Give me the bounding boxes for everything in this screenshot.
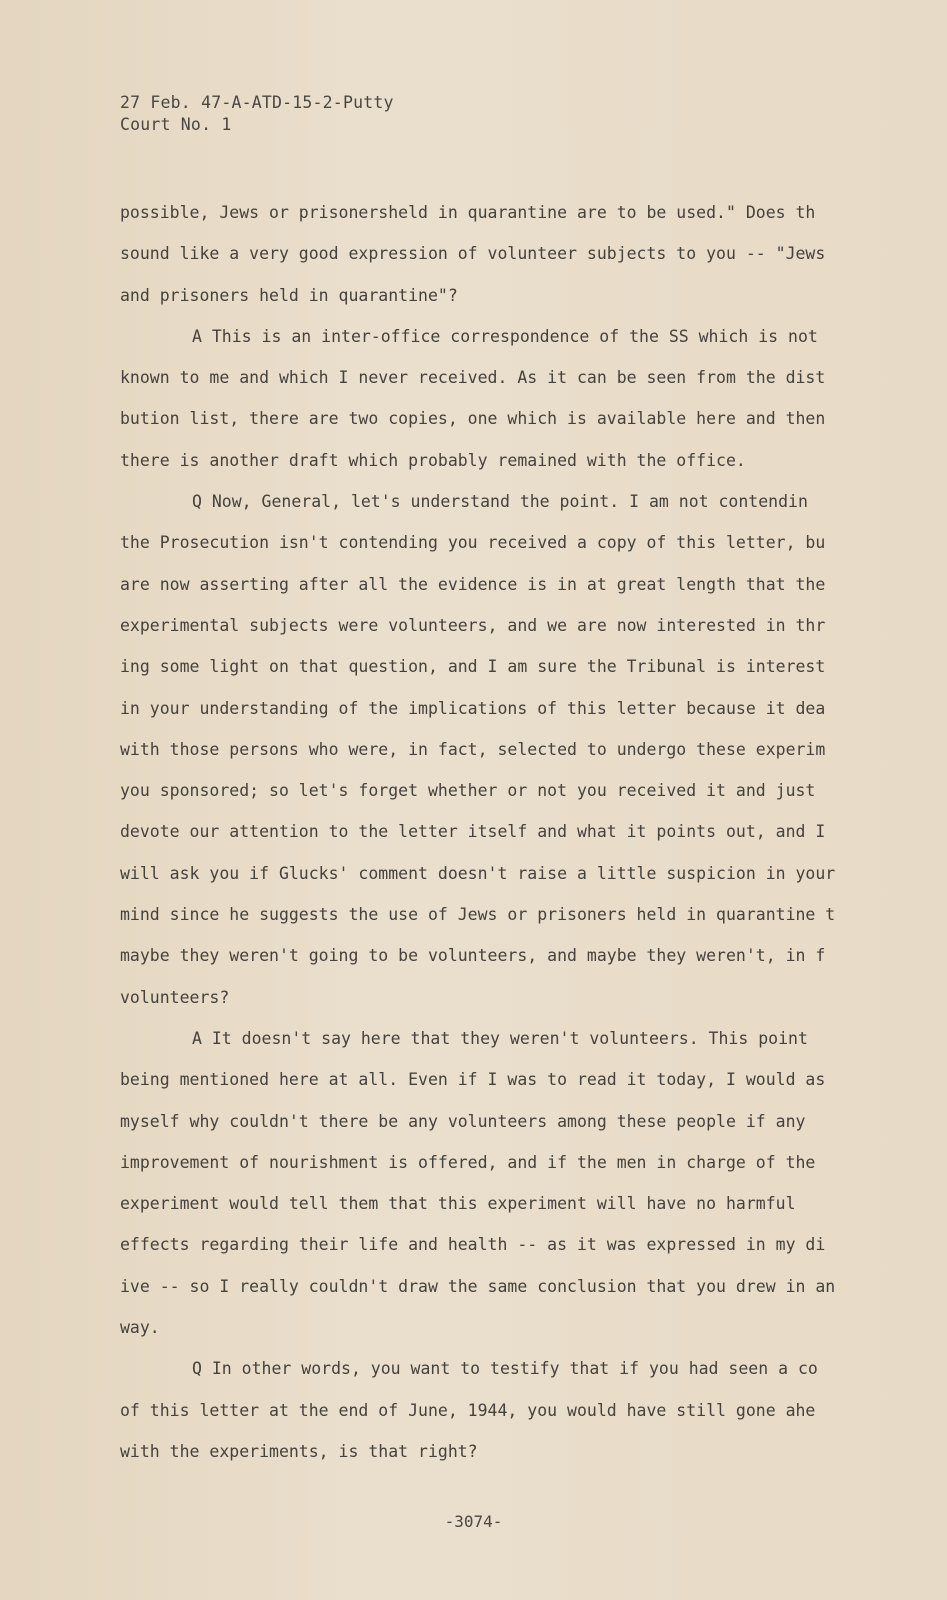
text-line: ive -- so I really couldn't draw the same conclusion that you drew in an [120,1276,836,1296]
text-line: sound like a very good expression of volunteer subjects to you -- "Jews [120,244,826,264]
text-line: volunteers? [120,987,230,1007]
text-line: being mentioned here at all. Even if I was to read it today, I would as [120,1070,826,1090]
text-line: maybe they weren't going to be volunteers, and maybe they weren't, in f [120,946,826,966]
document-header [120,92,394,136]
header-court: Court No. 1 [120,115,232,134]
text-line: with those persons who were, in fact, selected to undergo these experim [120,739,826,759]
text-line: experiment would tell them that this experiment will have no harmful [120,1194,796,1214]
text-line: the Prosecution isn't contending you received a copy of this letter, bu [120,533,826,553]
transcript-body [120,192,850,1472]
text-line: known to me and which I never received. As it can be seen from the dist [120,368,826,388]
text-line: in your understanding of the implications of this letter because it dea [120,698,826,718]
text-line: you sponsored; so let's forget whether or not you received it and just [120,781,816,801]
text-line: devote our attention to the letter itself and what it points out, and I [120,822,826,842]
text-line: way. [120,1318,160,1338]
text-line: mind since he suggests the use of Jews or prisoners held in quarantine t [120,905,836,925]
text-line: ing some light on that question, and I am sure the Tribunal is interest [120,657,826,677]
question-line: Q In other words, you want to testify that if you had seen a co [192,1359,818,1379]
text-line: of this letter at the end of June, 1944, you would have still gone ahe [120,1400,816,1420]
question-line: Q Now, General, let's understand the point. I am not contendin [192,492,808,512]
header-reference: 27 Feb. 47-A-ATD-15-2-Putty [120,93,394,112]
text-line: and prisoners held in quarantine"? [120,285,458,305]
text-line: possible, Jews or prisonersheld in quarantine are to be used." Does th [120,203,816,222]
text-line: experimental subjects were volunteers, and we are now interested in thr [120,615,826,635]
text-line: myself why couldn't there be any volunteers among these people if any [120,1111,806,1131]
text-line: effects regarding their life and health -- as it was expressed in my di [120,1235,826,1255]
text-line: are now asserting after all the evidence is in at great length that the [120,574,826,594]
answer-line: A This is an inter-office correspondence of the SS which is not [192,326,818,346]
text-line: with the experiments, is that right? [120,1441,478,1461]
answer-line: A It doesn't say here that they weren't volunteers. This point [192,1028,808,1048]
page-number: -3074- [444,1512,503,1531]
text-line: will ask you if Glucks' comment doesn't raise a little suspicion in your [120,863,836,883]
text-line: improvement of nourishment is offered, and if the men in charge of the [120,1152,816,1172]
text-line: bution list, there are two copies, one which is available here and then [120,409,826,429]
text-line: there is another draft which probably remained with the office. [120,450,746,470]
